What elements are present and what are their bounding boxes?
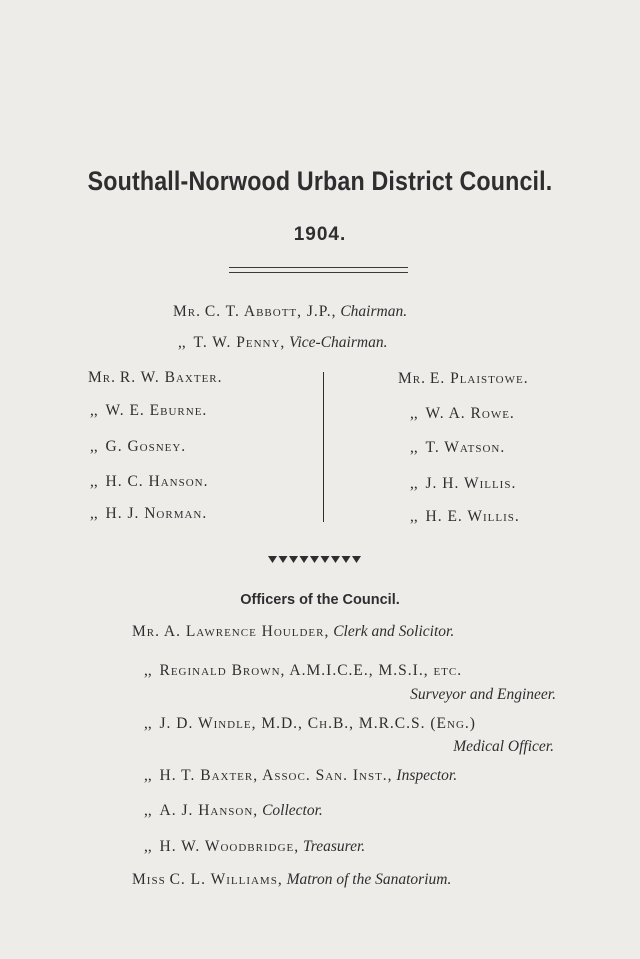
- chairman-role: Chairman.: [340, 303, 408, 320]
- member-prefix: ,,: [90, 438, 98, 455]
- page-title: Southall-Norwood Urban District Council.: [87, 166, 553, 196]
- officer-line: [144, 715, 476, 733]
- member-prefix: ,,: [410, 475, 418, 492]
- member-name: T. Watson.: [425, 439, 506, 456]
- officer-prefix: ,,: [144, 767, 152, 784]
- vice-chairman-name: T. W. Penny,: [193, 334, 286, 351]
- member-left: [90, 402, 207, 420]
- chairman-prefix: Mr.: [173, 303, 201, 320]
- year: 1904.: [293, 224, 347, 245]
- officer-line: [132, 623, 454, 641]
- officer-role: Collector.: [262, 802, 323, 819]
- officer-line: [144, 802, 323, 820]
- chairman-name: C. T. Abbott, J.P.,: [204, 303, 337, 320]
- officer-prefix: Mr.: [132, 623, 160, 640]
- member-name: R. W. Baxter.: [119, 369, 223, 386]
- officer-role: Treasurer.: [303, 838, 366, 855]
- officer-prefix: ,,: [144, 838, 152, 855]
- officer-role: Inspector.: [396, 767, 458, 784]
- divider-rule-bottom: [229, 272, 408, 273]
- officer-role: Matron of the Sanatorium.: [286, 871, 452, 888]
- member-prefix: ,,: [410, 508, 418, 525]
- vice-chairman-role: Vice-Chairman.: [289, 334, 388, 351]
- member-prefix: ,,: [410, 405, 418, 422]
- member-prefix: Mr.: [398, 370, 426, 387]
- member-prefix: ,,: [410, 439, 418, 456]
- member-name: J. H. Willis.: [425, 475, 517, 492]
- officer-name: J. D. Windle, M.D., Ch.B., M.R.C.S. (Eng.): [159, 715, 476, 732]
- member-left: [90, 505, 207, 523]
- member-name: E. Plaistowe.: [429, 370, 529, 387]
- ornament-divider: [268, 556, 364, 564]
- officer-name: H. W. Woodbridge,: [159, 838, 300, 855]
- member-right: [410, 405, 515, 423]
- divider-rule-top: [229, 267, 408, 268]
- chairman-line: [173, 303, 407, 321]
- member-name: G. Gosney.: [105, 438, 187, 455]
- officer-name: A. J. Hanson,: [159, 802, 259, 819]
- officer-role: Clerk and Solicitor.: [333, 623, 455, 640]
- column-divider: [323, 372, 324, 522]
- member-left: [90, 473, 209, 491]
- member-left: [88, 369, 223, 387]
- member-name: H. E. Willis.: [425, 508, 520, 525]
- officer-name: H. T. Baxter, Assoc. San. Inst.,: [159, 767, 393, 784]
- officer-name: C. L. Williams,: [169, 871, 283, 888]
- member-name: W. E. Eburne.: [105, 402, 208, 419]
- officer-role: Medical Officer.: [453, 738, 554, 755]
- vice-chairman-prefix: ,,: [178, 334, 186, 351]
- officer-name: A. Lawrence Houlder,: [163, 623, 330, 640]
- member-prefix: Mr.: [88, 369, 116, 386]
- officer-prefix: ,,: [144, 715, 152, 732]
- member-prefix: ,,: [90, 505, 98, 522]
- member-name: H. J. Norman.: [105, 505, 208, 522]
- member-name: H. C. Hanson.: [105, 473, 209, 490]
- member-left: [90, 438, 186, 456]
- officers-heading: Officers of the Council.: [240, 592, 400, 608]
- member-right: [410, 475, 516, 493]
- officer-role: Surveyor and Engineer.: [410, 686, 556, 703]
- vice-chairman-line: [178, 334, 387, 352]
- member-prefix: ,,: [90, 473, 98, 490]
- officer-name: Reginald Brown, A.M.I.C.E., M.S.I., etc.: [159, 662, 463, 679]
- member-prefix: ,,: [90, 402, 98, 419]
- officer-line: [144, 838, 365, 856]
- officer-line: [144, 662, 462, 680]
- officer-line: [132, 871, 451, 889]
- member-right: [398, 370, 529, 388]
- member-right: [410, 439, 505, 457]
- officer-prefix: ,,: [144, 802, 152, 819]
- officer-prefix: ,,: [144, 662, 152, 679]
- officer-prefix: Miss: [132, 871, 166, 888]
- member-right: [410, 508, 520, 526]
- member-name: W. A. Rowe.: [425, 405, 515, 422]
- officer-line: [144, 767, 457, 785]
